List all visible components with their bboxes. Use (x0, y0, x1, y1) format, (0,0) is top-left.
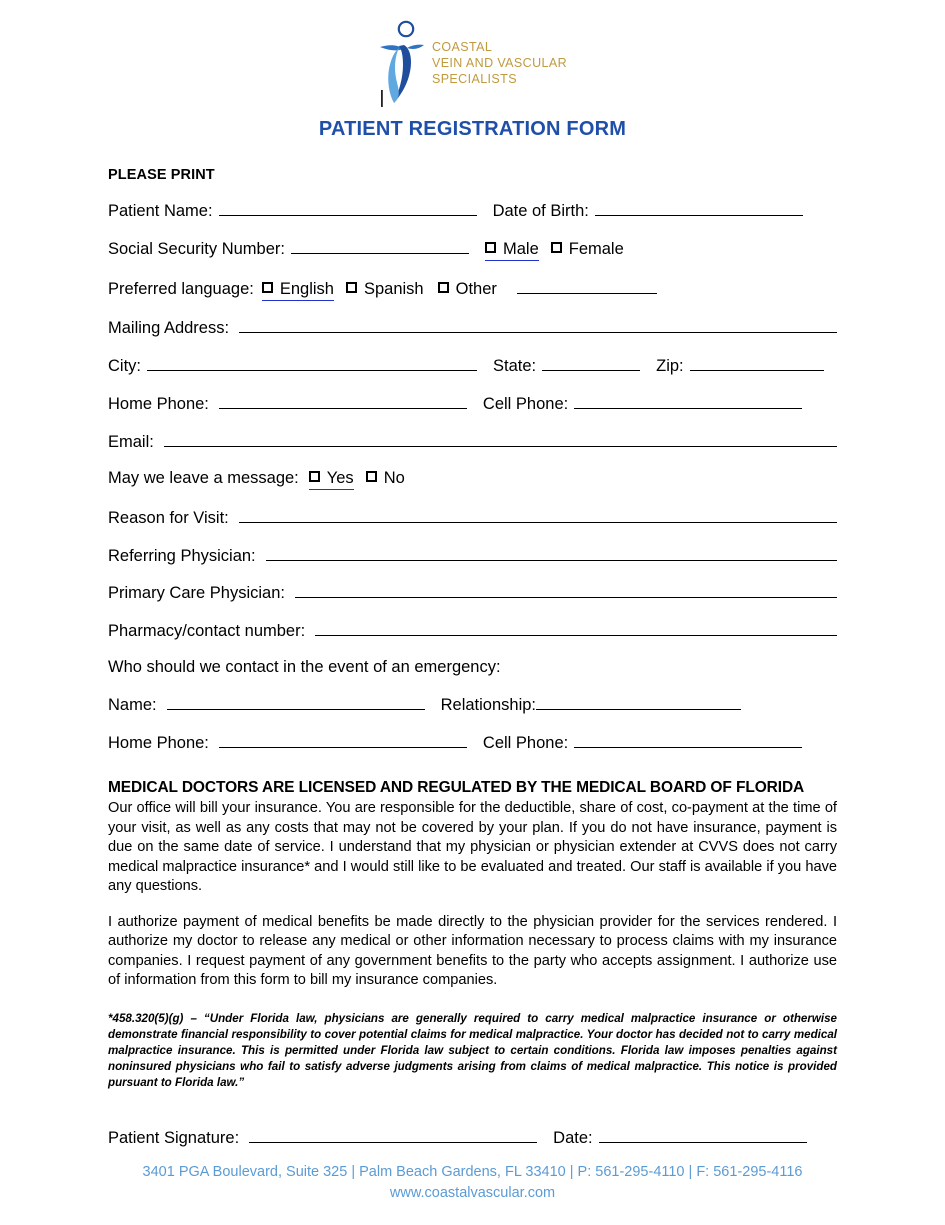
logo-line-2: VEIN AND VASCULAR (431, 55, 568, 70)
input-pharmacy[interactable] (315, 620, 837, 636)
label-primary-care-physician: Primary Care Physician: (108, 584, 285, 603)
checkbox-language-english[interactable] (262, 280, 334, 301)
footer-address: 3401 PGA Boulevard, Suite 325 | Palm Beach Gardens, FL 33410 | P: 561-295-4110 | F: 561-295-4116 (142, 1163, 803, 1180)
checkbox-icon (262, 282, 273, 293)
label-emergency-name: Name: (108, 696, 157, 715)
label-email: Email: (108, 432, 154, 451)
checkbox-icon (366, 471, 377, 482)
row-patient-name-dob (108, 200, 837, 221)
checkbox-language-spanish[interactable] (346, 280, 424, 299)
footer-website[interactable]: www.coastalvascular.com (389, 1185, 556, 1202)
row-primary-care-physician (108, 583, 837, 604)
input-emergency-relationship[interactable] (536, 694, 741, 710)
logo-wordmark (432, 18, 567, 88)
row-leave-message (108, 469, 837, 490)
label-patient-signature: Patient Signature: (108, 1128, 240, 1147)
label-emergency-question: Who should we contact in the event of an emergency: (108, 658, 501, 677)
florida-statute-note: *458.320(5)(g) – “Under Florida law, physicians are generally required to carry medical malpractice insurance or otherwise demonstrate financial responsibility to cover potential claims for medical malpractice. Your doctor has decided not to carry medical malpractice insurance. This is permitted under Florida law subject to certain conditions. Florida law imposes penalties against noninsured physicians who fail to satisfy adverse judgments arising from claims of medical malpractice. This notice is provided pursuant to Florida law.” (108, 1011, 837, 1089)
row-ssn-gender (108, 238, 837, 261)
label-ssn: Social Security Number: (108, 239, 285, 258)
label-city: City: (108, 357, 141, 376)
label-mailing-address: Mailing Address: (108, 319, 230, 338)
input-ssn[interactable] (291, 238, 469, 254)
checkbox-gender-male[interactable] (485, 240, 539, 261)
row-email (108, 431, 837, 452)
checkbox-label: Other (455, 279, 497, 298)
checkbox-language-other[interactable] (438, 280, 497, 299)
input-date-of-birth[interactable] (595, 200, 803, 216)
label-cell-phone: Cell Phone: (482, 395, 569, 414)
label-emergency-relationship: Relationship: (440, 696, 536, 715)
row-preferred-language (108, 278, 837, 301)
label-emergency-home-phone: Home Phone: (108, 733, 209, 752)
label-date-of-birth: Date of Birth: (492, 201, 589, 220)
label-state: State: (493, 357, 537, 376)
row-city-state-zip (108, 355, 837, 376)
input-mailing-address[interactable] (239, 318, 837, 334)
input-signature-date[interactable] (599, 1127, 807, 1143)
page-footer (0, 1162, 945, 1206)
authorization-paragraph: I authorize payment of medical benefits be made directly to the physician provider for the services rendered. I authorize my doctor to release any medical or other information necessary to process claims with my insurance companies. I request payment of any government benefits to the party who accepts assignment. I authorize use of information from this form to bill my insurance companies. (108, 913, 837, 989)
label-signature-date: Date: (553, 1128, 593, 1147)
checkbox-icon (438, 282, 449, 293)
checkbox-message-no[interactable] (366, 469, 405, 488)
input-city[interactable] (147, 355, 477, 371)
input-patient-name[interactable] (219, 200, 477, 216)
row-mailing-address (108, 318, 837, 339)
row-home-cell-phone (108, 393, 837, 414)
input-emergency-home-phone[interactable] (219, 732, 467, 748)
logo-line-3: SPECIALISTS (431, 71, 517, 86)
label-zip: Zip: (656, 357, 684, 376)
label-home-phone: Home Phone: (108, 395, 209, 414)
row-emergency-phones (108, 732, 837, 753)
logo-line-1: COASTAL (431, 40, 493, 54)
row-referring-physician (108, 545, 837, 566)
label-pharmacy: Pharmacy/contact number: (108, 622, 306, 641)
input-referring-physician[interactable] (266, 545, 837, 561)
row-signature-date (108, 1127, 837, 1148)
input-patient-signature[interactable] (249, 1127, 537, 1143)
row-emergency-question (108, 658, 837, 677)
input-state[interactable] (542, 355, 640, 371)
checkbox-icon (309, 471, 320, 482)
medical-board-heading: MEDICAL DOCTORS ARE LICENSED AND REGULATED BY THE MEDICAL BOARD OF FLORIDA (108, 778, 805, 796)
insurance-paragraph: Our office will bill your insurance. You are responsible for the deductible, share of cost, co-payment at the time of your visit, as well as any costs that may not be covered by your plan. If you do not have insurance, payment is due on the same date of service. I understand that my physician or physician extender at CVVS does not carry medical malpractice insurance* and I would still like to be evaluated and treated. Our staff is available if you have any questions. (108, 799, 837, 895)
coastal-vein-vascular-figure-icon (378, 18, 426, 110)
checkbox-label: Male (502, 239, 539, 258)
input-emergency-cell-phone[interactable] (574, 732, 802, 748)
input-email[interactable] (164, 431, 837, 447)
input-emergency-name[interactable] (167, 694, 425, 710)
row-emergency-name-relationship (108, 694, 837, 715)
please-print-instruction: PLEASE PRINT (108, 167, 215, 183)
page-title: PATIENT REGISTRATION FORM (318, 118, 627, 140)
input-home-phone[interactable] (219, 393, 467, 409)
letterhead-logo (108, 0, 837, 110)
input-cell-phone[interactable] (574, 393, 802, 409)
row-reason-for-visit (108, 507, 837, 528)
checkbox-icon (346, 282, 357, 293)
checkbox-label: Female (568, 239, 624, 258)
label-patient-name: Patient Name: (108, 201, 213, 220)
label-reason-for-visit: Reason for Visit: (108, 508, 229, 527)
label-emergency-cell-phone: Cell Phone: (482, 733, 569, 752)
label-leave-message: May we leave a message: (108, 468, 299, 487)
checkbox-label: Spanish (363, 279, 424, 298)
checkbox-label: Yes (326, 468, 354, 487)
label-preferred-language: Preferred language: (108, 279, 254, 298)
checkbox-gender-female[interactable] (551, 240, 624, 259)
input-zip[interactable] (690, 355, 824, 371)
checkbox-icon (485, 242, 496, 253)
checkbox-label: No (383, 468, 405, 487)
label-referring-physician: Referring Physician: (108, 546, 256, 565)
input-reason-for-visit[interactable] (239, 507, 837, 523)
input-primary-care-physician[interactable] (295, 583, 837, 599)
input-language-other[interactable] (517, 278, 657, 294)
checkbox-icon (551, 242, 562, 253)
row-pharmacy (108, 620, 837, 641)
checkbox-label: English (279, 279, 334, 298)
checkbox-message-yes[interactable] (309, 469, 354, 490)
